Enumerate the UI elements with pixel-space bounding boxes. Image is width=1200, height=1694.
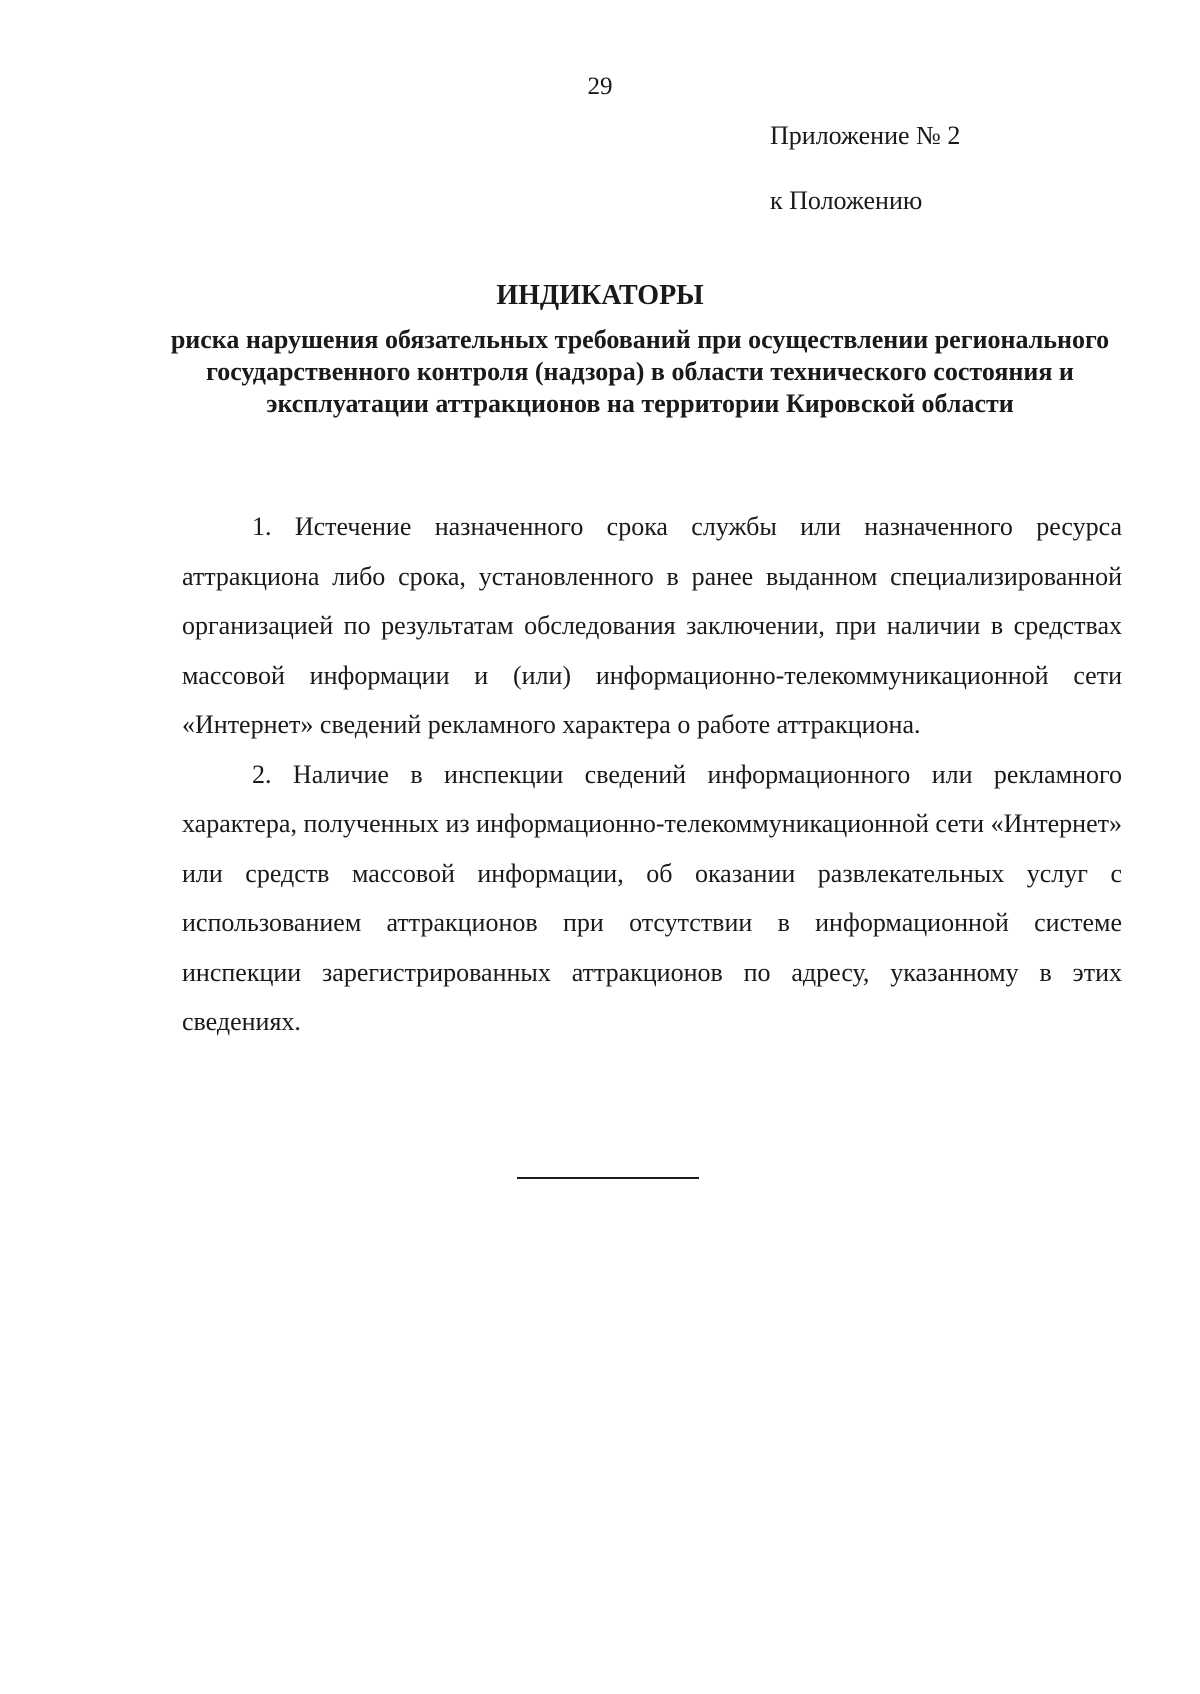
indicator-item-2: 2. Наличие в инспекции сведений информационного или рекламного характера, полученных из информационно-телекоммуникационной сети «Интернет» или средств массовой информации, об оказании развлекательных услуг с использованием аттракционов при отсутствии в информационной системе инспекции зарегистрированных аттракционов по адресу, указанному в этих сведениях.	[182, 759, 1122, 1036]
appendix-label: Приложение № 2	[770, 121, 961, 150]
end-divider	[517, 1177, 699, 1179]
document-title: ИНДИКАТОРЫ	[496, 280, 704, 311]
page-number: 29	[587, 73, 613, 100]
document-subtitle: риска нарушения обязательных требований при осуществлении регионального государственного контроля (надзора) в области технического состояния и эксплуатации аттракционов на территории Кировской области	[170, 325, 1110, 418]
indicator-item-1: 1. Истечение назначенного срока службы или назначенного ресурса аттракциона либо срока, установленного в ранее выданном специализированной организацией по результатам обследования заключении, при наличии в средствах массовой информации и (или) информационно-телекоммуникационной сети «Интернет» сведений рекламного характера о работе аттракциона.	[182, 512, 1122, 739]
appendix-reference: к Положению	[770, 186, 923, 215]
indicator-list	[182, 502, 1122, 1047]
